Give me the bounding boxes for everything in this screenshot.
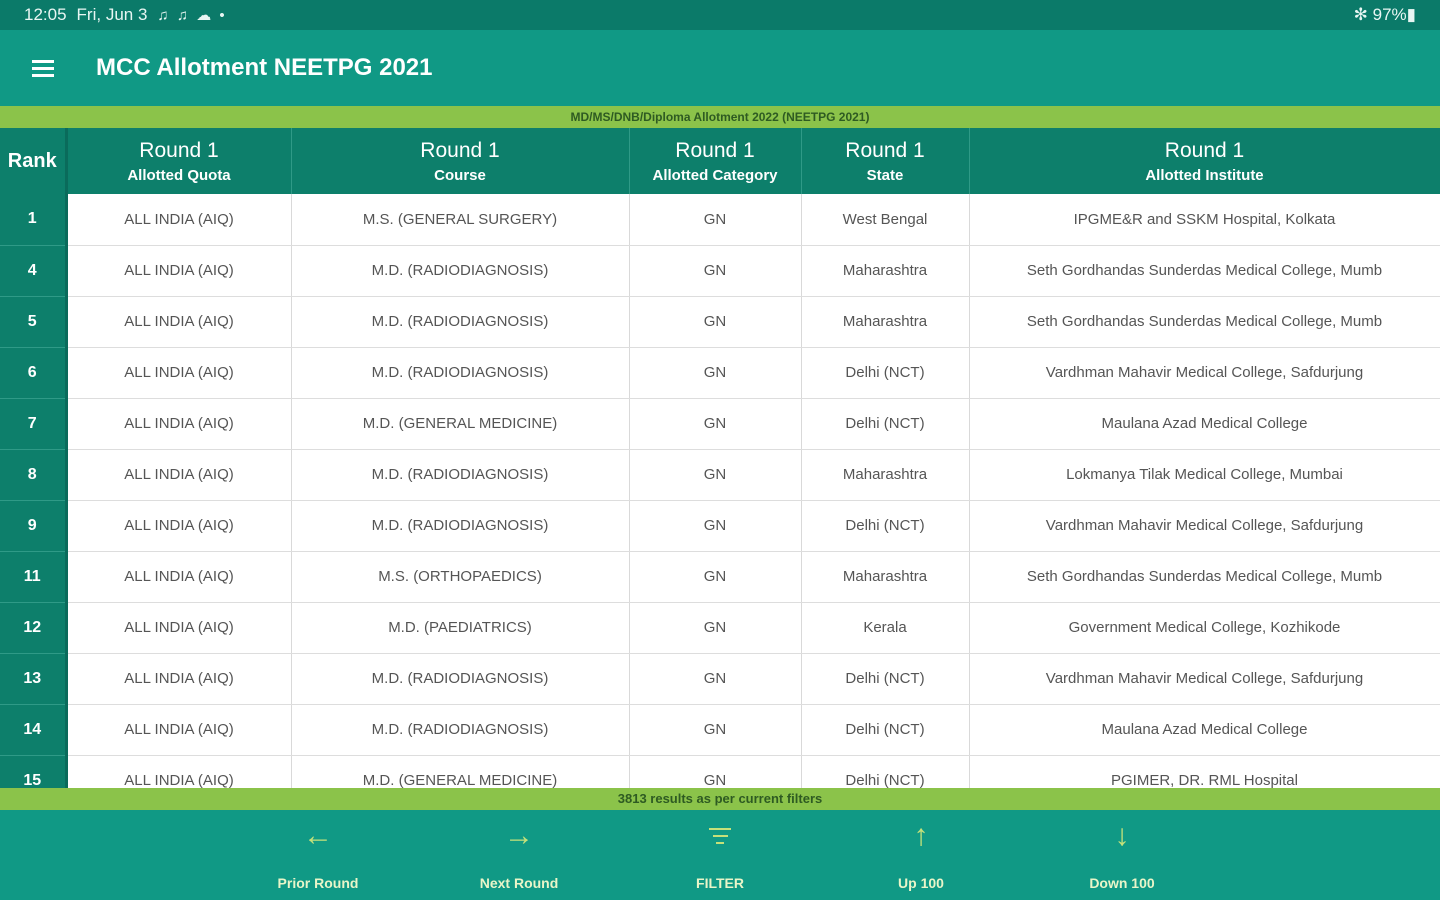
rank-cell: 12 xyxy=(0,602,66,653)
institute-cell: Government Medical College, Kozhikode xyxy=(969,602,1440,653)
quota-cell: ALL INDIA (AIQ) xyxy=(66,755,291,788)
column-header-course[interactable]: Round 1 Course xyxy=(291,128,629,194)
app-title: MCC Allotment NEETPG 2021 xyxy=(96,54,433,81)
institute-cell: Vardhman Mahavir Medical College, Safdurjung xyxy=(969,653,1440,704)
course-cell: M.S. (GENERAL SURGERY) xyxy=(291,194,629,245)
column-header-quota[interactable]: Round 1 Allotted Quota xyxy=(66,128,291,194)
next-round-button[interactable]: → Next Round xyxy=(444,810,594,900)
course-cell: M.D. (RADIODIAGNOSIS) xyxy=(291,296,629,347)
state-cell: Maharashtra xyxy=(801,449,969,500)
subtitle-strip: MD/MS/DNB/Diploma Allotment 2022 (NEETPG 2021) xyxy=(0,106,1440,128)
status-date: Fri, Jun 3 xyxy=(76,5,148,24)
institute-cell: IPGME&R and SSKM Hospital, Kolkata xyxy=(969,194,1440,245)
rank-cell: 6 xyxy=(0,347,66,398)
up-100-button[interactable]: ↑ Up 100 xyxy=(846,810,996,900)
state-cell: Maharashtra xyxy=(801,245,969,296)
rank-cell: 1 xyxy=(0,194,66,245)
table-row[interactable] xyxy=(0,500,1440,551)
rank-cell: 5 xyxy=(0,296,66,347)
arrow-down-icon: ↓ xyxy=(1114,819,1130,852)
category-cell: GN xyxy=(629,602,801,653)
rank-cell: 14 xyxy=(0,704,66,755)
table-header-row xyxy=(0,128,1440,194)
app-bar xyxy=(0,30,1440,106)
category-cell: GN xyxy=(629,755,801,788)
institute-cell: Vardhman Mahavir Medical College, Safdurjung xyxy=(969,500,1440,551)
state-cell: Maharashtra xyxy=(801,296,969,347)
table-row[interactable] xyxy=(0,296,1440,347)
rank-cell: 8 xyxy=(0,449,66,500)
institute-cell: Lokmanya Tilak Medical College, Mumbai xyxy=(969,449,1440,500)
institute-cell: Seth Gordhandas Sunderdas Medical College, Mumb xyxy=(969,296,1440,347)
notification-icons: ♫ ♫ ☁ • xyxy=(157,7,227,24)
bottom-navigation xyxy=(0,810,1440,900)
category-cell: GN xyxy=(629,500,801,551)
course-cell: M.D. (RADIODIAGNOSIS) xyxy=(291,245,629,296)
rank-cell: 15 xyxy=(0,755,66,788)
battery-indicator: ✻ 97%▮ xyxy=(1353,5,1416,24)
course-cell: M.D. (RADIODIAGNOSIS) xyxy=(291,347,629,398)
table-row[interactable] xyxy=(0,449,1440,500)
course-cell: M.D. (GENERAL MEDICINE) xyxy=(291,398,629,449)
course-cell: M.D. (PAEDIATRICS) xyxy=(291,602,629,653)
allotment-table xyxy=(0,128,1440,788)
rank-cell: 4 xyxy=(0,245,66,296)
quota-cell: ALL INDIA (AIQ) xyxy=(66,653,291,704)
rank-cell: 13 xyxy=(0,653,66,704)
rank-cell: 7 xyxy=(0,398,66,449)
hamburger-menu-icon[interactable] xyxy=(15,40,71,96)
rank-cell: 11 xyxy=(0,551,66,602)
arrow-up-icon: ↑ xyxy=(913,819,929,852)
table-row[interactable] xyxy=(0,398,1440,449)
quota-cell: ALL INDIA (AIQ) xyxy=(66,602,291,653)
course-cell: M.D. (RADIODIAGNOSIS) xyxy=(291,653,629,704)
course-cell: M.D. (GENERAL MEDICINE) xyxy=(291,755,629,788)
state-cell: Delhi (NCT) xyxy=(801,755,969,788)
category-cell: GN xyxy=(629,245,801,296)
prior-round-button[interactable]: ← Prior Round xyxy=(243,810,393,900)
state-cell: Delhi (NCT) xyxy=(801,398,969,449)
quota-cell: ALL INDIA (AIQ) xyxy=(66,194,291,245)
quota-cell: ALL INDIA (AIQ) xyxy=(66,449,291,500)
state-cell: Maharashtra xyxy=(801,551,969,602)
state-cell: Delhi (NCT) xyxy=(801,500,969,551)
quota-cell: ALL INDIA (AIQ) xyxy=(66,398,291,449)
category-cell: GN xyxy=(629,653,801,704)
table-row[interactable] xyxy=(0,347,1440,398)
state-cell: West Bengal xyxy=(801,194,969,245)
institute-cell: Maulana Azad Medical College xyxy=(969,398,1440,449)
filter-button[interactable]: FILTER xyxy=(645,810,795,900)
state-cell: Delhi (NCT) xyxy=(801,347,969,398)
table-row[interactable] xyxy=(0,704,1440,755)
state-cell: Kerala xyxy=(801,602,969,653)
table-body xyxy=(0,194,1440,788)
quota-cell: ALL INDIA (AIQ) xyxy=(66,296,291,347)
course-cell: M.D. (RADIODIAGNOSIS) xyxy=(291,704,629,755)
results-count: 3813 results as per current filters xyxy=(0,788,1440,810)
table-row[interactable] xyxy=(0,245,1440,296)
quota-cell: ALL INDIA (AIQ) xyxy=(66,245,291,296)
arrow-left-icon: ← xyxy=(303,819,333,852)
institute-cell: Vardhman Mahavir Medical College, Safdurjung xyxy=(969,347,1440,398)
table-row[interactable] xyxy=(0,551,1440,602)
allotment-table-container[interactable] xyxy=(0,128,1440,788)
category-cell: GN xyxy=(629,704,801,755)
institute-cell: Seth Gordhandas Sunderdas Medical College, Mumb xyxy=(969,551,1440,602)
rank-cell: 9 xyxy=(0,500,66,551)
filter-icon xyxy=(709,828,731,849)
category-cell: GN xyxy=(629,551,801,602)
table-row[interactable] xyxy=(0,602,1440,653)
quota-cell: ALL INDIA (AIQ) xyxy=(66,500,291,551)
column-header-category[interactable]: Round 1 Allotted Category xyxy=(629,128,801,194)
table-row[interactable] xyxy=(0,755,1440,788)
column-header-institute[interactable]: Round 1 Allotted Institute xyxy=(969,128,1440,194)
category-cell: GN xyxy=(629,296,801,347)
down-100-button[interactable]: ↓ Down 100 xyxy=(1047,810,1197,900)
quota-cell: ALL INDIA (AIQ) xyxy=(66,551,291,602)
table-row[interactable] xyxy=(0,653,1440,704)
quota-cell: ALL INDIA (AIQ) xyxy=(66,347,291,398)
course-cell: M.S. (ORTHOPAEDICS) xyxy=(291,551,629,602)
category-cell: GN xyxy=(629,194,801,245)
state-cell: Delhi (NCT) xyxy=(801,704,969,755)
table-row[interactable] xyxy=(0,194,1440,245)
column-header-rank[interactable]: Rank xyxy=(0,128,66,194)
status-bar xyxy=(0,0,1440,30)
column-header-state[interactable]: Round 1 State xyxy=(801,128,969,194)
category-cell: GN xyxy=(629,449,801,500)
institute-cell: Maulana Azad Medical College xyxy=(969,704,1440,755)
institute-cell: PGIMER, DR. RML Hospital xyxy=(969,755,1440,788)
course-cell: M.D. (RADIODIAGNOSIS) xyxy=(291,449,629,500)
state-cell: Delhi (NCT) xyxy=(801,653,969,704)
category-cell: GN xyxy=(629,398,801,449)
institute-cell: Seth Gordhandas Sunderdas Medical College, Mumb xyxy=(969,245,1440,296)
course-cell: M.D. (RADIODIAGNOSIS) xyxy=(291,500,629,551)
arrow-right-icon: → xyxy=(504,819,534,852)
status-time: 12:05 xyxy=(24,5,67,24)
quota-cell: ALL INDIA (AIQ) xyxy=(66,704,291,755)
category-cell: GN xyxy=(629,347,801,398)
